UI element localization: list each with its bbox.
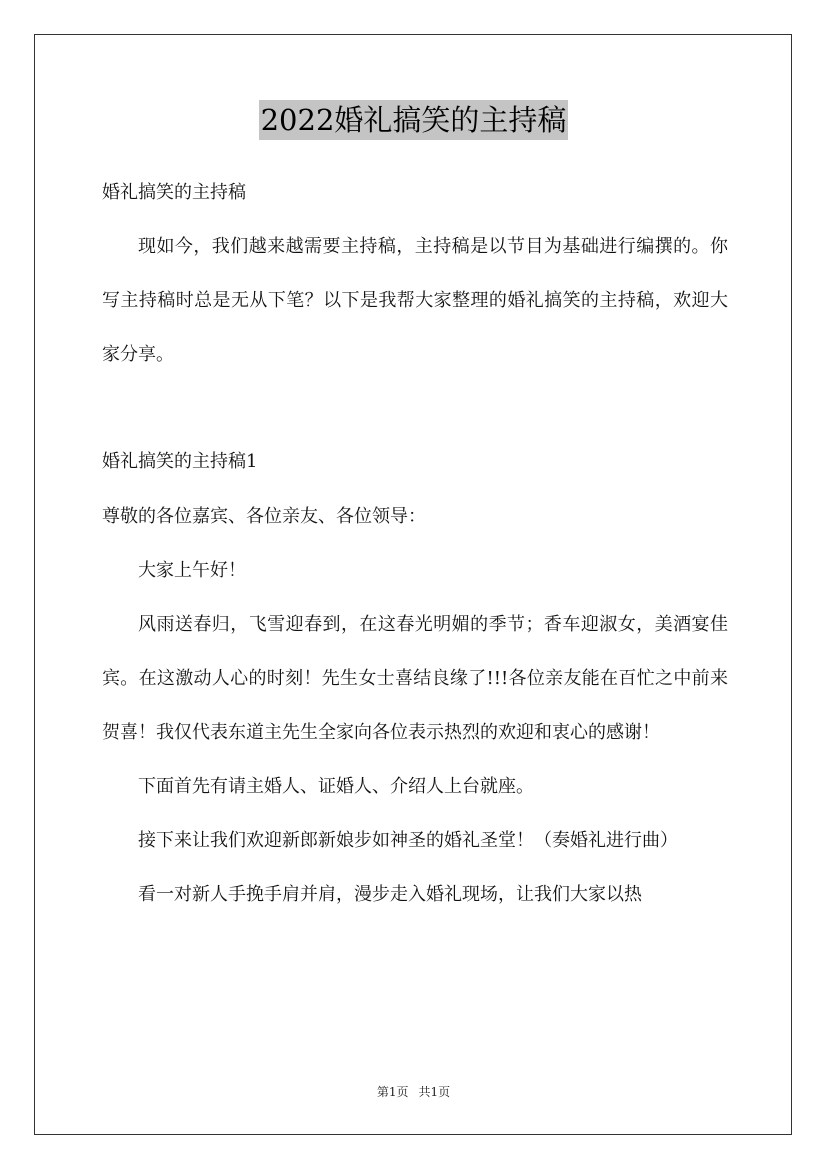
page-footer xyxy=(0,1082,827,1102)
paragraph-seating: 下面首先有请主婚人、证婚人、介绍人上台就座。 xyxy=(138,776,534,797)
paragraph-couple: 看一对新人手挽手肩并肩，漫步走入婚礼现场，让我们大家以热 xyxy=(138,884,642,905)
document-body xyxy=(102,165,728,922)
page-total: 共1页 xyxy=(418,1085,451,1099)
spacer xyxy=(102,382,728,434)
salutation: 尊敬的各位嘉宾、各位亲友、各位领导： xyxy=(102,506,426,527)
intro-paragraph: 现如今，我们越来越需要主持稿，主持稿是以节目为基础进行编撰的。你写主持稿时总是无从下笔？以下是我帮大家整理的婚礼搞笑的主持稿，欢迎大家分享。 xyxy=(102,236,728,365)
section-heading: 婚礼搞笑的主持稿1 xyxy=(102,451,258,472)
title-container xyxy=(0,100,827,140)
paragraph-entrance: 接下来让我们欢迎新郎新娘步如神圣的婚礼圣堂！（奏婚礼进行曲） xyxy=(138,830,678,851)
paragraph-greeting: 大家上午好！ xyxy=(138,560,246,581)
document-subtitle: 婚礼搞笑的主持稿 xyxy=(102,182,246,203)
paragraph-welcome: 风雨送春归，飞雪迎春到，在这春光明媚的季节；香车迎淑女，美酒宴佳宾。在这激动人心的时刻！先生女士喜结良缘了!!!各位亲友能在百忙之中前来贺喜！我仅代表东道主先生全家向各位表示热烈的欢迎和衷心的感谢！ xyxy=(102,614,728,743)
page-number: 第1页 xyxy=(376,1085,409,1099)
document-title: 2022婚礼搞笑的主持稿 xyxy=(259,100,569,140)
